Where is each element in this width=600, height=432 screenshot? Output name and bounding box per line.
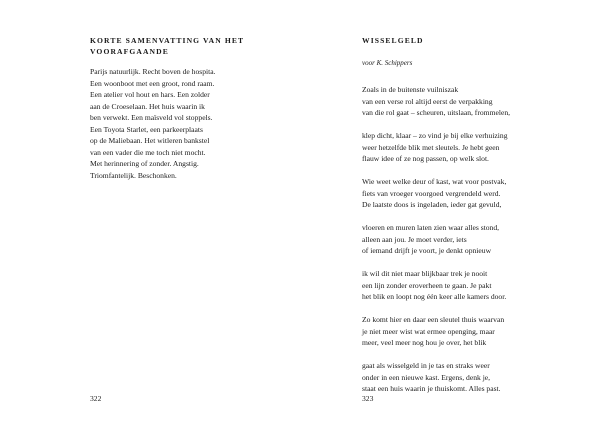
left-page-title bbox=[90, 35, 244, 57]
prose-line: van een vader die me toch niet mocht. bbox=[90, 147, 206, 157]
stanza-5 bbox=[362, 268, 510, 303]
poem-line: van die rol gaat – scheuren, uitslaan, frommelen, bbox=[362, 108, 511, 117]
left-page-number: 322 bbox=[90, 394, 102, 403]
stanza-6 bbox=[362, 314, 510, 349]
left-title-line-2: VOORAFGAANDE bbox=[90, 47, 169, 56]
poem-line: meer, veel meer nog hou je over, het blik bbox=[362, 338, 487, 347]
poem-dedication: voor K. Schippers bbox=[362, 59, 413, 67]
left-prose-paragraph bbox=[90, 66, 216, 181]
left-title-line-1: KORTE SAMENVATTING VAN HET bbox=[90, 36, 245, 45]
poem-line: van een verse rol altijd eerst de verpakking bbox=[362, 96, 493, 106]
prose-line: Parijs natuurlijk. Recht boven de hospita. bbox=[90, 67, 216, 76]
poem-line: klep dicht, klaar – zo vind je bij elke verhuizing bbox=[362, 131, 508, 140]
poem-line: flauw idee of ze nog passen, op welk slot. bbox=[362, 154, 489, 163]
prose-line: Met herinnering of zonder. Angstig. bbox=[90, 159, 199, 168]
poem-line: fiets van vroeger voorgoed vergrendeld werd. bbox=[362, 188, 501, 198]
poem-line: De laatste doos is ingeladen, ieder gat gevuld, bbox=[362, 200, 502, 209]
poem-line: of iemand drijft je voort, je denkt opnieuw bbox=[362, 246, 492, 255]
poem-line: een lijn zonder eroverheen te gaan. Je pakt bbox=[362, 280, 492, 290]
poem-line: Zoals in de buitenste vuilniszak bbox=[362, 85, 459, 94]
prose-line: op de Maliebaan. Het witleren bankstel bbox=[90, 136, 210, 145]
poem-line: staat een huis waarin je thuiskomt. Alles past. bbox=[362, 384, 501, 393]
poem-line: het blik en loopt nog één keer alle kamers door. bbox=[362, 292, 507, 301]
poem-line: Zo komt hier en daar een sleutel thuis waarvan bbox=[362, 315, 505, 324]
prose-line: Triomfantelijk. Beschonken. bbox=[90, 170, 177, 180]
prose-line: ben verwekt. Een maïsveld vol stoppels. bbox=[90, 113, 213, 122]
right-page-number: 323 bbox=[362, 394, 374, 403]
poem-line: onder in een nieuwe kast. Ergens, denk je, bbox=[362, 372, 491, 382]
stanza-2 bbox=[362, 130, 510, 165]
stanza-3 bbox=[362, 176, 510, 211]
stanza-7 bbox=[362, 360, 510, 395]
right-page bbox=[300, 0, 600, 432]
poem-line: weer hetzelfde blik met sleutels. Je hebt geen bbox=[362, 142, 500, 152]
poem-body bbox=[362, 84, 510, 406]
poem-line: alleen aan jou. Je moet verder, iets bbox=[362, 234, 467, 244]
stanza-1 bbox=[362, 84, 510, 119]
prose-line: aan de Croeselaan. Het huis waarin ik bbox=[90, 101, 205, 111]
prose-line: Een woonboot met een groot, rond raam. bbox=[90, 78, 215, 88]
prose-line: Een atelier vol hout en hars. Een zolder bbox=[90, 90, 210, 99]
poem-line: Wie weet welke deur of kast, wat voor postvak, bbox=[362, 177, 507, 186]
stanza-4 bbox=[362, 222, 510, 257]
poem-line: vloeren en muren laten zien waar alles stond, bbox=[362, 223, 500, 232]
poem-line: gaat als wisselgeld in je tas en straks weer bbox=[362, 361, 490, 370]
poem-title: WISSELGELD bbox=[362, 36, 424, 45]
poem-line: ik wil dit niet maar blijkbaar trek je nooit bbox=[362, 269, 488, 278]
prose-line: Een Toyota Starlet, een parkeerplaats bbox=[90, 124, 203, 134]
poem-line: je niet meer wist wat ermee openging, maar bbox=[362, 326, 495, 336]
